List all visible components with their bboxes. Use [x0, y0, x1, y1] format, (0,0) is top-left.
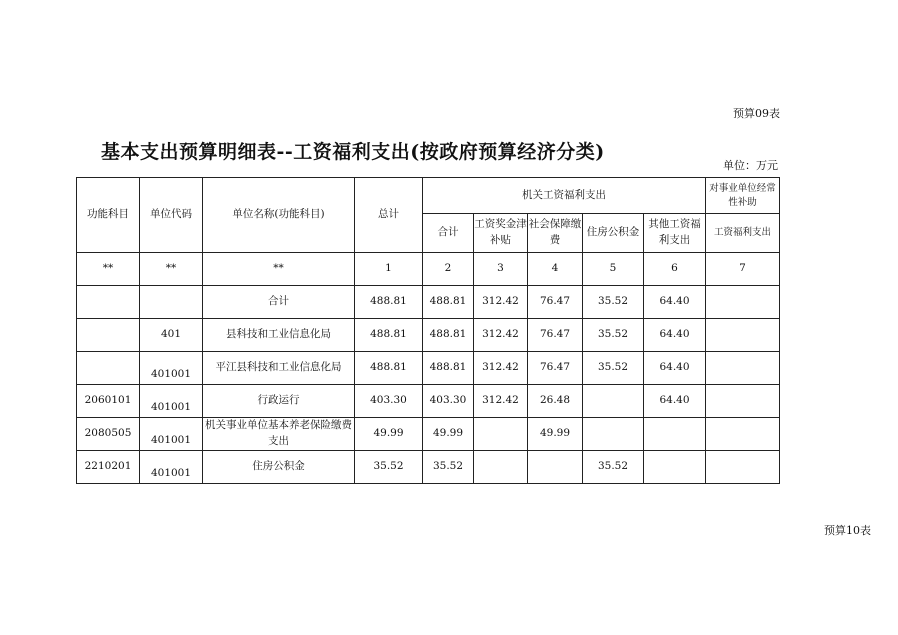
- table-row: [77, 319, 780, 352]
- index-cell: 2: [423, 253, 474, 286]
- unit-label: 单位：万元: [723, 159, 778, 172]
- header-sub-housing: 住房公积金: [583, 214, 644, 253]
- total-cell: 49.99: [355, 418, 423, 451]
- social-cell: 26.48: [528, 385, 583, 418]
- unit-name-cell: 县科技和工业信息化局: [203, 319, 355, 352]
- header-total: 总计: [355, 178, 423, 253]
- other-cell: 64.40: [644, 319, 706, 352]
- func-code-cell: 2210201: [77, 451, 140, 484]
- subsidy-cell: [706, 352, 780, 385]
- subsidy-cell: [706, 319, 780, 352]
- func-code-cell: [77, 319, 140, 352]
- subsidy-cell: [706, 451, 780, 484]
- index-cell: 1: [355, 253, 423, 286]
- subsidy-cell: [706, 418, 780, 451]
- sum-cell: 49.99: [423, 418, 474, 451]
- housing-cell: [583, 418, 644, 451]
- header-unit-code: 单位代码: [140, 178, 203, 253]
- social-cell: 76.47: [528, 286, 583, 319]
- index-cell: **: [140, 253, 203, 286]
- housing-cell: 35.52: [583, 286, 644, 319]
- index-row-group: [77, 253, 780, 286]
- index-cell: 4: [528, 253, 583, 286]
- social-cell: 76.47: [528, 319, 583, 352]
- unit-code-cell: 401: [140, 319, 203, 352]
- subsidy-cell: [706, 385, 780, 418]
- header-sub-subsidy: 工资福利支出: [706, 214, 780, 253]
- salary-cell: 312.42: [474, 319, 528, 352]
- salary-cell: 312.42: [474, 286, 528, 319]
- sum-cell: 488.81: [423, 286, 474, 319]
- func-code-cell: [77, 352, 140, 385]
- total-cell: 488.81: [355, 286, 423, 319]
- unit-code-cell: 401001: [140, 385, 203, 418]
- sum-cell: 488.81: [423, 352, 474, 385]
- social-cell: 76.47: [528, 352, 583, 385]
- total-cell: 488.81: [355, 319, 423, 352]
- unit-code-cell: 401001: [140, 451, 203, 484]
- table-row: [77, 286, 780, 319]
- housing-cell: 35.52: [583, 352, 644, 385]
- header-group-main: 机关工资福利支出: [423, 178, 706, 214]
- sum-cell: 403.30: [423, 385, 474, 418]
- index-cell: **: [203, 253, 355, 286]
- table-row: [77, 451, 780, 484]
- index-cell: **: [77, 253, 140, 286]
- index-cell: 5: [583, 253, 644, 286]
- social-cell: 49.99: [528, 418, 583, 451]
- salary-cell: [474, 418, 528, 451]
- total-cell: 35.52: [355, 451, 423, 484]
- housing-cell: 35.52: [583, 319, 644, 352]
- unit-name-cell: 平江县科技和工业信息化局: [203, 352, 355, 385]
- header-unit-name: 单位名称(功能科目): [203, 178, 355, 253]
- unit-code-cell: [140, 286, 203, 319]
- table-row: [77, 385, 780, 418]
- other-cell: 64.40: [644, 385, 706, 418]
- index-row: [77, 253, 780, 286]
- salary-cell: [474, 451, 528, 484]
- sum-cell: 35.52: [423, 451, 474, 484]
- index-cell: 3: [474, 253, 528, 286]
- salary-cell: 312.42: [474, 352, 528, 385]
- total-cell: 403.30: [355, 385, 423, 418]
- total-cell: 488.81: [355, 352, 423, 385]
- func-code-cell: 2080505: [77, 418, 140, 451]
- subsidy-cell: [706, 286, 780, 319]
- budget-table: [76, 177, 780, 484]
- index-cell: 7: [706, 253, 780, 286]
- data-row-group: [77, 286, 780, 484]
- unit-name-cell: 合计: [203, 286, 355, 319]
- unit-name-cell: 住房公积金: [203, 451, 355, 484]
- other-cell: [644, 418, 706, 451]
- header-group-side: 对事业单位经常性补助: [706, 178, 780, 214]
- index-cell: 6: [644, 253, 706, 286]
- page-tag-top: 预算09表: [733, 107, 780, 120]
- table-row: [77, 418, 780, 451]
- sum-cell: 488.81: [423, 319, 474, 352]
- housing-cell: 35.52: [583, 451, 644, 484]
- salary-cell: 312.42: [474, 385, 528, 418]
- header-sub-social: 社会保障缴费: [528, 214, 583, 253]
- header-sub-salary: 工资奖金津补贴: [474, 214, 528, 253]
- other-cell: 64.40: [644, 352, 706, 385]
- header-sub-sum: 合计: [423, 214, 474, 253]
- other-cell: 64.40: [644, 286, 706, 319]
- func-code-cell: [77, 286, 140, 319]
- page-title: 基本支出预算明细表--工资福利支出(按政府预算经济分类): [101, 141, 605, 163]
- table-row: [77, 352, 780, 385]
- func-code-cell: 2060101: [77, 385, 140, 418]
- header-func-code: 功能科目: [77, 178, 140, 253]
- unit-name-cell: 行政运行: [203, 385, 355, 418]
- other-cell: [644, 451, 706, 484]
- housing-cell: [583, 385, 644, 418]
- unit-code-cell: 401001: [140, 352, 203, 385]
- header-sub-other: 其他工资福利支出: [644, 214, 706, 253]
- social-cell: [528, 451, 583, 484]
- unit-name-cell: 机关事业单位基本养老保险缴费支出: [203, 418, 355, 451]
- unit-code-cell: 401001: [140, 418, 203, 451]
- page-tag-bottom: 预算10表: [824, 524, 871, 537]
